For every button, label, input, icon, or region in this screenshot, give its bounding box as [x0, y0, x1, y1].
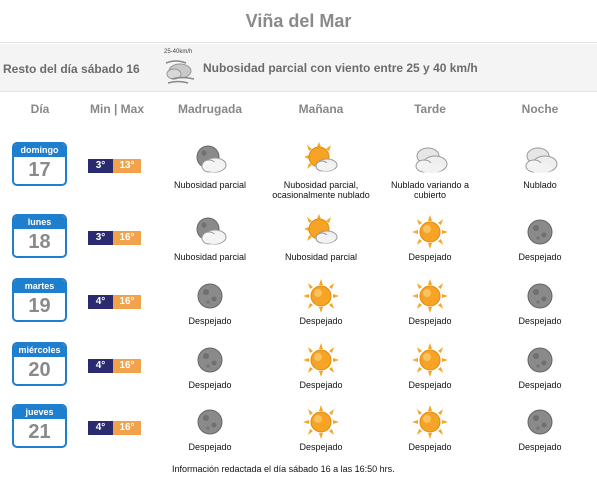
calendar-day-number: 21: [28, 421, 51, 443]
sun-icon: [375, 278, 485, 314]
moon-icon: [485, 278, 595, 314]
period-forecast: [155, 404, 265, 452]
sun-icon: [266, 278, 376, 314]
forecast-row: [0, 142, 597, 204]
sun-icon: [375, 214, 485, 250]
min-temperature: 4°: [88, 295, 113, 309]
calendar-weekday: domingo: [14, 144, 65, 157]
period-forecast: [375, 142, 485, 200]
min-temperature: 4°: [88, 421, 113, 435]
period-forecast: [266, 342, 376, 390]
period-forecast: [155, 214, 265, 262]
sun-cloud-icon: [266, 142, 376, 178]
temperature-range: [88, 421, 141, 435]
period-caption: Despejado: [518, 380, 562, 390]
period-caption: Despejado: [188, 316, 232, 326]
forecast-row: [0, 404, 597, 466]
wind-speed-label: 25-40km/h: [164, 49, 193, 55]
sun-icon: [375, 342, 485, 378]
temperature-range: [88, 159, 141, 173]
period-caption: Despejado: [408, 316, 452, 326]
min-temperature: 3°: [88, 159, 113, 173]
period-forecast: [155, 142, 265, 190]
period-caption: Despejado: [518, 252, 562, 262]
period-caption: Despejado: [408, 442, 452, 452]
min-temperature: 3°: [88, 231, 113, 245]
period-caption: Despejado: [188, 380, 232, 390]
period-forecast: [155, 342, 265, 390]
calendar-day-number: 20: [28, 359, 51, 381]
moon-icon: [155, 342, 265, 378]
period-caption: Nubosidad parcial: [284, 252, 358, 262]
period-forecast: [375, 342, 485, 390]
calendar-day-number: 17: [28, 159, 51, 181]
calendar-date: [12, 342, 67, 386]
moon-icon: [485, 342, 595, 378]
period-forecast: [485, 404, 595, 452]
calendar-date: [12, 214, 67, 258]
moon-icon: [155, 278, 265, 314]
calendar-date: [12, 278, 67, 322]
moon-cloud-icon: [155, 214, 265, 250]
clouds-icon: [485, 142, 595, 178]
column-header-manana: Mañana: [298, 102, 344, 116]
page-title: Viña del Mar: [245, 10, 352, 31]
period-forecast: [266, 404, 376, 452]
period-forecast: [485, 214, 595, 262]
period-caption: Nublado: [523, 180, 557, 190]
rest-of-day-label: Resto del día sábado 16: [3, 62, 140, 76]
title-bar: [0, 0, 597, 43]
moon-icon: [485, 214, 595, 250]
forecast-row: [0, 278, 597, 340]
temperature-range: [88, 359, 141, 373]
max-temperature: 16°: [113, 359, 141, 373]
calendar-day-number: 18: [28, 231, 51, 253]
calendar-date: [12, 142, 67, 186]
period-forecast: [266, 142, 376, 200]
moon-cloud-icon: [155, 142, 265, 178]
footer-note: Información redactada el día sábado 16 a las 16:50 hrs.: [172, 464, 395, 474]
calendar-weekday: miércoles: [14, 344, 65, 357]
moon-icon: [485, 404, 595, 440]
calendar-date: [12, 404, 67, 448]
period-forecast: [375, 278, 485, 326]
forecast-row: [0, 342, 597, 404]
period-forecast: [266, 214, 376, 262]
period-caption: Despejado: [408, 252, 452, 262]
column-header-noche: Noche: [521, 102, 559, 116]
column-header-tarde: Tarde: [414, 102, 446, 116]
calendar-weekday: lunes: [14, 216, 65, 229]
sun-icon: [375, 404, 485, 440]
period-caption: Despejado: [188, 442, 232, 452]
forecast-row: [0, 214, 597, 276]
column-header-day: Día: [30, 102, 50, 116]
moon-icon: [155, 404, 265, 440]
column-header-minmax: Min | Max: [89, 102, 145, 116]
period-forecast: [155, 278, 265, 326]
max-temperature: 16°: [113, 295, 141, 309]
rest-of-day-description: Nubosidad parcial con viento entre 25 y 40 km/h: [203, 61, 478, 75]
wind-icon: [164, 49, 200, 87]
max-temperature: 16°: [113, 421, 141, 435]
period-forecast: [375, 404, 485, 452]
sun-cloud-icon: [266, 214, 376, 250]
period-caption: Nublado variando a cubierto: [390, 180, 470, 200]
temperature-range: [88, 231, 141, 245]
period-forecast: [375, 214, 485, 262]
min-temperature: 4°: [88, 359, 113, 373]
period-caption: Despejado: [299, 442, 343, 452]
sun-icon: [266, 404, 376, 440]
period-caption: Despejado: [518, 442, 562, 452]
period-caption: Despejado: [299, 316, 343, 326]
sun-icon: [266, 342, 376, 378]
period-caption: Nubosidad parcial: [173, 252, 247, 262]
column-header-madrugada: Madrugada: [177, 102, 242, 116]
period-caption: Despejado: [408, 380, 452, 390]
period-caption: Nubosidad parcial: [173, 180, 247, 190]
period-caption: Despejado: [518, 316, 562, 326]
rest-of-day-bar: [0, 44, 597, 92]
period-forecast: [485, 278, 595, 326]
period-caption: Nubosidad parcial, ocasionalmente nublado: [272, 180, 370, 200]
calendar-day-number: 19: [28, 295, 51, 317]
max-temperature: 13°: [113, 159, 141, 173]
period-forecast: [266, 278, 376, 326]
period-forecast: [485, 142, 595, 190]
calendar-weekday: martes: [14, 280, 65, 293]
clouds-icon: [375, 142, 485, 178]
calendar-weekday: jueves: [14, 406, 65, 419]
temperature-range: [88, 295, 141, 309]
max-temperature: 16°: [113, 231, 141, 245]
period-caption: Despejado: [299, 380, 343, 390]
period-forecast: [485, 342, 595, 390]
